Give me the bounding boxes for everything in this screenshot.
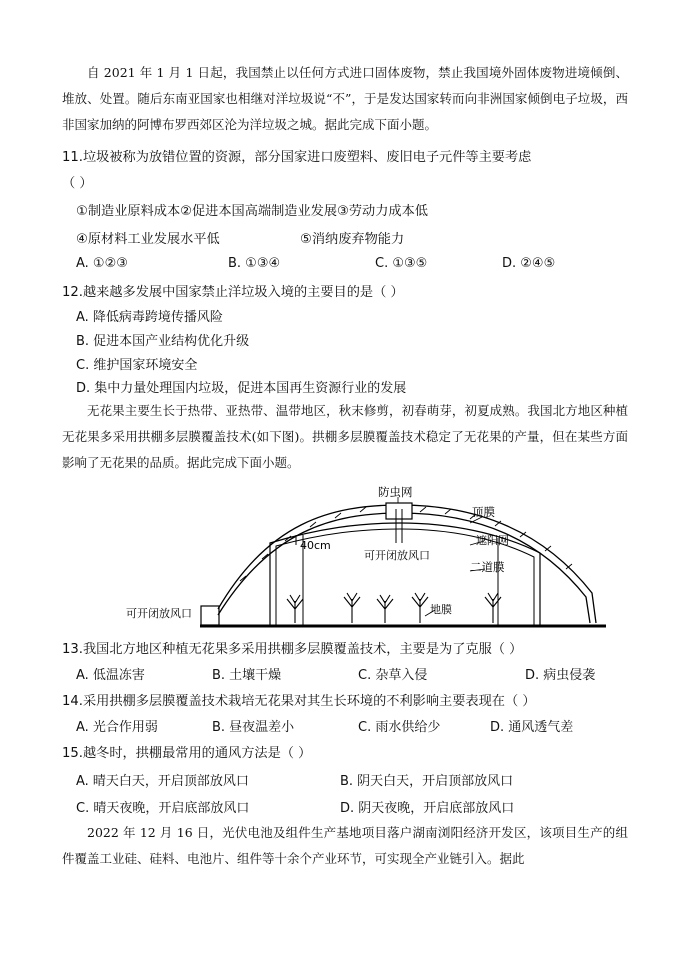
label-ground-film: 地膜 [430, 603, 452, 616]
intro-paragraph-fig: 无花果主要生长于热带、亚热带、温带地区，秋末修剪，初春萌芽，初夏成熟。我国北方地区种植无花果多采用拱棚多层膜覆盖技术(如下图)。拱棚多层膜覆盖技术稳定了无花果的产量，但在某些方面影响了无花果的品质。据此完成下面小题。 [62, 403, 628, 470]
question-14-option-b[interactable]: B. 昼夜温差小 [212, 720, 295, 735]
question-11-item-5: ⑤消纳废弃物能力 [300, 232, 405, 247]
question-12-option-b[interactable]: B. 促进本国产业结构优化升级 [76, 334, 250, 349]
question-13-option-a[interactable]: A. 低温冻害 [76, 668, 145, 683]
label-insect-net: 防虫网 [378, 485, 413, 499]
question-15-stem: 15.越冬时，拱棚最常用的通风方法是（ ） [62, 746, 312, 761]
fig-trees [287, 593, 501, 623]
question-15-option-d[interactable]: D. 阴天夜晚，开启底部放风口 [340, 801, 515, 816]
question-12-option-d[interactable]: D. 集中力量处理国内垃圾，促进本国再生资源行业的发展 [76, 381, 407, 396]
question-11-option-c[interactable]: C. ①③⑤ [375, 256, 428, 271]
question-15-option-a[interactable]: A. 晴天白天，开启顶部放风口 [76, 774, 249, 789]
label-second-film: 二道膜 [470, 560, 505, 574]
question-14-stem: 14.采用拱棚多层膜覆盖技术栽培无花果对其生长环境的不利影响主要表现在（ ） [62, 694, 536, 709]
question-13-option-d[interactable]: D. 病虫侵袭 [525, 668, 596, 683]
intro-paragraph-solar: 2022 年 12 月 16 日，光伏电池及组件生产基地项目落户湖南浏阳经济开发区，该项目生产的组件覆盖工业硅、硅料、电池片、组件等十余个产业环节，可实现全产业链引入。据此 [62, 825, 628, 866]
intro-paragraph-waste: 自 2021 年 1 月 1 日起，我国禁止以任何方式进口固体废物，禁止我国境外固体废物进境倾倒、堆放、处置。随后东南亚国家也相继对洋垃圾说“不”，于是发达国家转而向非洲国家倾倒电子垃圾，西非国家加纳的阿博布罗西郊区沦为洋垃圾之城。据此完成下面小题。 [62, 65, 628, 132]
question-11-blank: （ ） [62, 176, 93, 191]
question-11-items-line1: ①制造业原料成本②促进本国高端制造业发展③劳动力成本低 [76, 204, 428, 219]
top-vent [386, 503, 412, 519]
question-12-option-c[interactable]: C. 维护国家环境安全 [76, 358, 198, 373]
label-vent-top: 可开闭放风口 [364, 549, 430, 562]
label-top-film: 顶膜 [472, 505, 495, 519]
question-15-option-c[interactable]: C. 晴天夜晚，开启底部放风口 [76, 801, 250, 816]
label-gap: 40cm [300, 539, 331, 552]
question-13-stem: 13.我国北方地区种植无花果多采用拱棚多层膜覆盖技术，主要是为了克服（ ） [62, 642, 523, 657]
question-12-option-a[interactable]: A. 降低病毒跨境传播风险 [76, 310, 223, 325]
question-11-option-d[interactable]: D. ②④⑤ [502, 256, 556, 271]
question-12-stem: 12.越来越多发展中国家禁止洋垃圾入境的主要目的是（ ） [62, 285, 404, 300]
question-11-option-a[interactable]: A. ①②③ [76, 256, 128, 271]
label-shade-net: 遮阳网 [476, 534, 509, 547]
question-11-stem: 11.垃圾被称为放错位置的资源，部分国家进口废塑料、废旧电子元件等主要考虑 [62, 150, 532, 165]
question-14-option-c[interactable]: C. 雨水供给少 [358, 720, 441, 735]
question-14-option-a[interactable]: A. 光合作用弱 [76, 720, 158, 735]
question-11-item-4: ④原材料工业发展水平低 [76, 232, 220, 247]
bottom-vent-box [201, 606, 219, 625]
question-11-option-b[interactable]: B. ①③④ [228, 256, 281, 271]
label-vent-bottom: 可开闭放风口 [126, 607, 192, 620]
question-15-option-b[interactable]: B. 阴天白天，开启顶部放风口 [340, 774, 514, 789]
question-13-option-c[interactable]: C. 杂草入侵 [358, 668, 428, 683]
question-13-option-b[interactable]: B. 土壤干燥 [212, 668, 282, 683]
question-14-option-d[interactable]: D. 通风透气差 [490, 720, 574, 735]
greenhouse-diagram [0, 483, 688, 633]
